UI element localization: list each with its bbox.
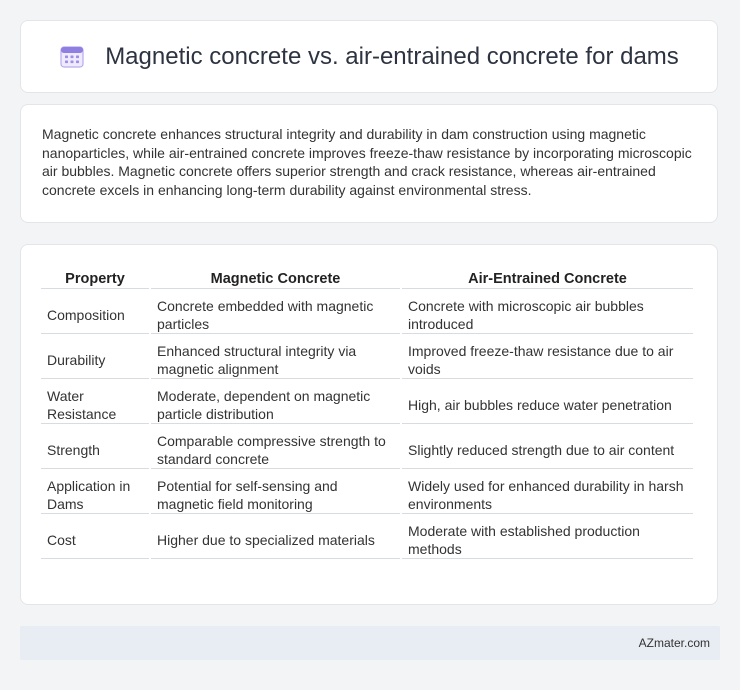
comparison-table bbox=[39, 265, 695, 561]
footer-source[interactable]: AZmater.com bbox=[638, 636, 710, 650]
cell-air-entrained: Widely used for enhanced durability in harsh environments bbox=[402, 471, 693, 514]
table-row bbox=[41, 426, 693, 469]
table-header-row bbox=[41, 267, 693, 289]
table-row bbox=[41, 471, 693, 514]
intro-text: Magnetic concrete enhances structural integrity and durability in dam construction using magnetic nanoparticles, while air-entrained concrete improves freeze-thaw resistance by incorporating microscopic air bubbles. Magnetic concrete offers superior strength and crack resistance, whereas air-entrained concrete excels in enhancing long-term durability against environmental stress. bbox=[42, 126, 692, 198]
cell-property: Composition bbox=[41, 291, 149, 334]
cell-air-entrained: Concrete with microscopic air bubbles introduced bbox=[402, 291, 693, 334]
title-card bbox=[20, 20, 718, 93]
cell-property: Durability bbox=[41, 336, 149, 379]
cell-magnetic: Moderate, dependent on magnetic particle distribution bbox=[151, 381, 400, 424]
table-row bbox=[41, 336, 693, 379]
intro-card bbox=[20, 104, 718, 223]
cell-magnetic: Comparable compressive strength to standard concrete bbox=[151, 426, 400, 469]
cell-property: Strength bbox=[41, 426, 149, 469]
table-row bbox=[41, 381, 693, 424]
cell-air-entrained: High, air bubbles reduce water penetration bbox=[402, 381, 693, 424]
cell-air-entrained: Improved freeze-thaw resistance due to air voids bbox=[402, 336, 693, 379]
cell-magnetic: Potential for self-sensing and magnetic field monitoring bbox=[151, 471, 400, 514]
page-title: Magnetic concrete vs. air-entrained concrete for dams bbox=[105, 42, 679, 70]
table-row bbox=[41, 291, 693, 334]
cell-property: Application in Dams bbox=[41, 471, 149, 514]
cell-air-entrained: Moderate with established production methods bbox=[402, 516, 693, 559]
cell-magnetic: Concrete embedded with magnetic particles bbox=[151, 291, 400, 334]
header-magnetic: Magnetic Concrete bbox=[151, 267, 400, 289]
header-property: Property bbox=[41, 267, 149, 289]
table-row bbox=[41, 516, 693, 559]
cell-magnetic: Higher due to specialized materials bbox=[151, 516, 400, 559]
comparison-card bbox=[20, 244, 718, 605]
header-air-entrained: Air-Entrained Concrete bbox=[402, 267, 693, 289]
cell-property: Water Resistance bbox=[41, 381, 149, 424]
calendar-icon bbox=[59, 44, 85, 70]
cell-air-entrained: Slightly reduced strength due to air content bbox=[402, 426, 693, 469]
cell-magnetic: Enhanced structural integrity via magnetic alignment bbox=[151, 336, 400, 379]
footer bbox=[20, 626, 720, 660]
cell-property: Cost bbox=[41, 516, 149, 559]
